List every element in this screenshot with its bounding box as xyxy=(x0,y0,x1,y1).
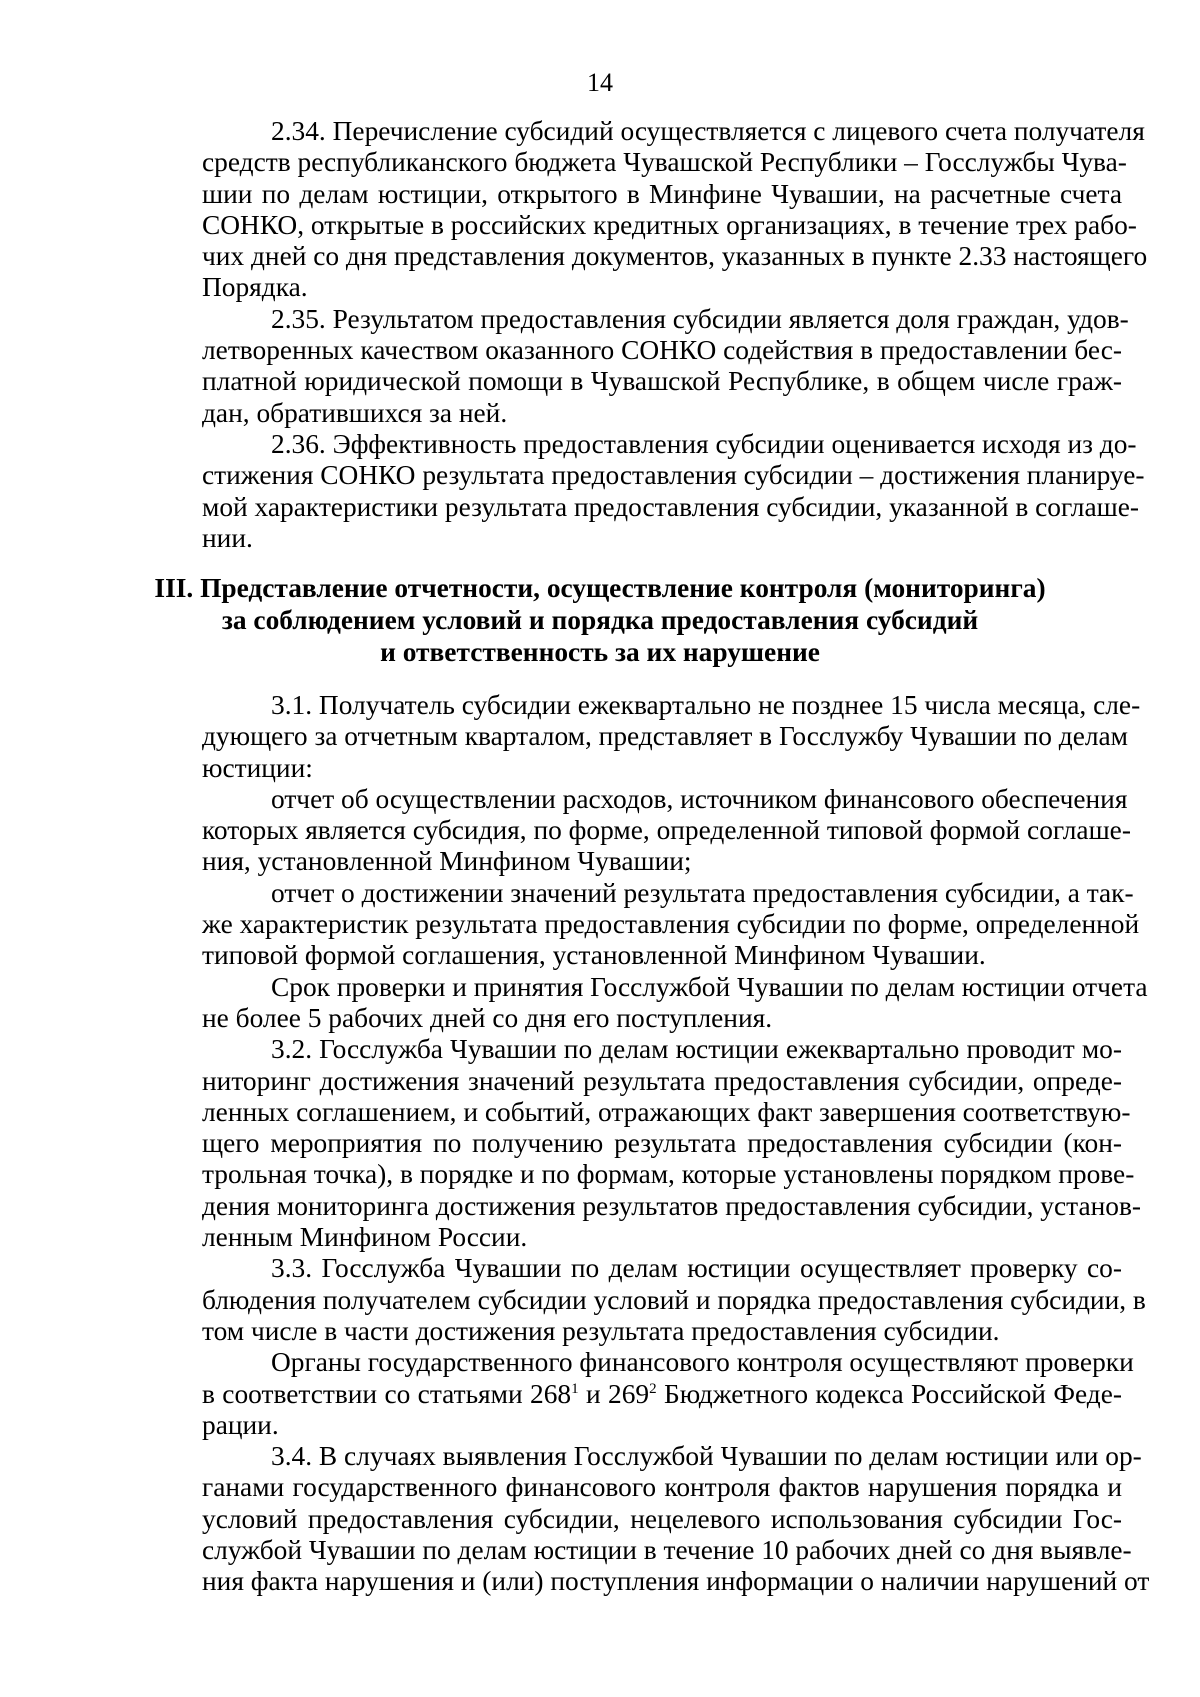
text-line: дан, обратившихся за ней. xyxy=(202,397,508,428)
superscript: 1 xyxy=(571,1380,579,1397)
text-line: Органы государственного финансового контроля осуществляют проверки xyxy=(271,1347,1134,1378)
page-number: 14 xyxy=(587,68,613,97)
text-line: ниторинг достижения значений результата предоставления субсидии, опреде- xyxy=(202,1065,1122,1096)
text-line: не более 5 рабочих дней со дня его поступления. xyxy=(202,1002,773,1033)
text-line: блюдения получателем субсидии условий и порядка предоставления субсидии, в xyxy=(202,1284,1146,1315)
text-line: мой характеристики результата предоставления субсидии, указанной в соглаше- xyxy=(202,491,1139,522)
text-line: дующего за отчетным кварталом, представляет в Госслужбу Чувашии по делам xyxy=(202,721,1129,752)
text-line: службой Чувашии по делам юстиции в течение 10 рабочих дней со дня выявле- xyxy=(202,1535,1132,1566)
text-line: Срок проверки и принятия Госслужбой Чувашии по делам юстиции отчета xyxy=(271,971,1148,1002)
text-line: 3.2. Госслужба Чувашии по делам юстиции ежеквартально проводит мо- xyxy=(271,1034,1122,1065)
text-line: чих дней со дня представления документов, указанных в пункте 2.33 настоящего xyxy=(202,241,1148,272)
text-line: ния, установленной Минфином Чувашии; xyxy=(202,846,692,877)
heading-line: и ответственность за их нарушение xyxy=(380,637,820,667)
statute-text-after: Бюджетного кодекса Российской Феде- xyxy=(656,1378,1122,1409)
text-line: платной юридической помощи в Чувашской Республике, в общем числе граж- xyxy=(202,366,1122,397)
heading-line: III. Представление отчетности, осуществление контроля (мониторинга) xyxy=(154,573,1046,603)
text-line: ния факта нарушения и (или) поступления информации о наличии нарушений от xyxy=(202,1566,1150,1597)
text-line: щего мероприятия по получению результата предоставления субсидии (кон- xyxy=(202,1128,1122,1159)
paragraphs-2-34-to-2-36 xyxy=(202,116,1148,554)
text-line: 2.35. Результатом предоставления субсидии является доля граждан, удов- xyxy=(271,303,1129,334)
text-line: 3.4. В случаях выявления Госслужбой Чувашии по делам юстиции или ор- xyxy=(271,1441,1142,1472)
text-line: отчет о достижении значений результата предоставления субсидии, а так- xyxy=(271,877,1134,908)
text-line: том числе в части достижения результата предоставления субсидии. xyxy=(202,1315,1000,1346)
text-line: стижения СОНКО результата предоставления субсидии – достижения планируе- xyxy=(202,460,1145,491)
text-line: СОНКО, открытые в российских кредитных организациях, в течение трех рабо- xyxy=(202,209,1137,240)
text-line: ганами государственного финансового контроля фактов нарушения порядка и xyxy=(202,1472,1122,1503)
superscript: 2 xyxy=(649,1380,657,1397)
text-line: которых является субсидия, по форме, определенной типовой формой соглаше- xyxy=(202,815,1131,846)
text-line: типовой формой соглашения, установленной Минфином Чувашии. xyxy=(202,940,986,971)
text-line: 2.36. Эффективность предоставления субсидии оценивается исходя из до- xyxy=(271,428,1137,459)
text-line: ленным Минфином России. xyxy=(202,1222,528,1253)
text-line: 3.3. Госслужба Чувашии по делам юстиции осуществляет проверку со- xyxy=(271,1253,1122,1284)
section-heading xyxy=(0,572,1200,668)
text-line: рации. xyxy=(202,1409,279,1440)
text-line: шии по делам юстиции, открытого в Минфине Чувашии, на расчетные счета xyxy=(202,178,1122,209)
text-line: юстиции: xyxy=(202,752,313,783)
text-line: Порядка. xyxy=(202,272,308,303)
statute-text-middle: и 269 xyxy=(578,1378,650,1409)
text-line: же характеристик результата предоставления субсидии по форме, определенной xyxy=(202,909,1140,940)
text-line: отчет об осуществлении расходов, источником финансового обеспечения xyxy=(271,783,1128,814)
text-line: дения мониторинга достижения результатов предоставления субсидии, установ- xyxy=(202,1190,1142,1221)
text-line: летворенных качеством оказанного СОНКО содействия в предоставлении бес- xyxy=(202,335,1122,366)
statute-text-before: в соответствии со статьями 268 xyxy=(202,1378,572,1409)
text-line: условий предоставления субсидии, нецелевого использования субсидии Гос- xyxy=(202,1503,1122,1534)
text-line: 3.1. Получатель субсидии ежеквартально не позднее 15 числа месяца, сле- xyxy=(271,690,1141,720)
paragraphs-3-1-to-3-3 xyxy=(202,690,1150,1598)
text-line: средств республиканского бюджета Чувашской Республики – Госслужбы Чува- xyxy=(202,147,1127,178)
heading-line: за соблюдением условий и порядка предоставления субсидий xyxy=(221,605,979,635)
statute-reference-line xyxy=(202,1379,1122,1410)
text-line: нии. xyxy=(202,522,253,553)
text-line: 2.34. Перечисление субсидий осуществляется с лицевого счета получателя xyxy=(271,116,1145,146)
text-line: трольная точка), в порядке и по формам, которые установлены порядком прове- xyxy=(202,1159,1135,1190)
text-line: ленных соглашением, и событий, отражающих факт завершения соответствую- xyxy=(202,1096,1131,1127)
